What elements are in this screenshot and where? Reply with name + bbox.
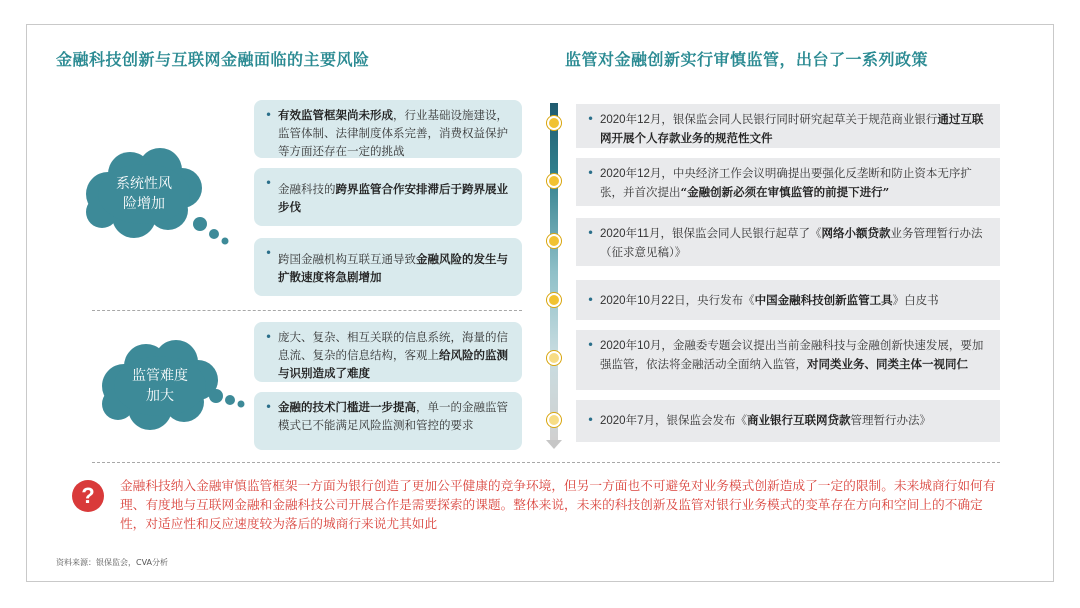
cloud-label-regulation-difficulty: 监管难度 加大 <box>132 368 188 404</box>
timeline-dot <box>547 413 561 427</box>
divider <box>92 462 1000 463</box>
timeline-dot <box>547 174 561 188</box>
policy-item: • 2020年10月，金融委专题会议提出当前金融科技与金融创新快速发展，要加强监管，依法将金融活动全面纳入监管，对同类业务、同类主体一视同仁 <box>576 330 1000 390</box>
cloud-label-systemic-risk: 系统性风 险增加 <box>116 176 172 212</box>
timeline-bar <box>550 103 558 441</box>
timeline-dot <box>547 293 561 307</box>
risk-item: • 跨国金融机构互联互通导致金融风险的发生与扩散速度将急剧增加 <box>254 238 522 296</box>
question-icon: ? <box>72 480 104 512</box>
policy-item: • 2020年11月，银保监会同人民银行起草了《网络小额贷款业务管理暂行办法（征求意见稿）》 <box>576 218 1000 266</box>
divider <box>92 310 522 311</box>
left-section-title: 金融科技创新与互联网金融面临的主要风险 <box>56 50 370 69</box>
policy-item: • 2020年12月，中央经济工作会议明确提出要强化反垄断和防止资本无序扩张，并首次提出“金融创新必须在审慎监管的前提下进行” <box>576 158 1000 206</box>
policy-item: • 2020年12月，银保监会同人民银行同时研究起草关于规范商业银行通过互联网开展个人存款业务的规范性文件 <box>576 104 1000 148</box>
risk-item: • 金融的技术门槛进一步提高，单一的金融监管模式已不能满足风险监测和管控的要求 <box>254 392 522 450</box>
timeline-dot <box>547 234 561 248</box>
source-note: 资料来源：银保监会，CVA分析 <box>56 558 169 567</box>
timeline-dot <box>547 116 561 130</box>
risk-item: • 有效监管框架尚未形成，行业基础设施建设，监管体制、法律制度体系完善，消费权益保护等方面还存在一定的挑战 <box>254 100 522 158</box>
risk-item: • 庞大、复杂、相互关联的信息系统，海量的信息流、复杂的信息结构，客观上给风险的监测与识别造成了难度 <box>254 322 522 382</box>
policy-item: • 2020年7月，银保监会发布《商业银行互联网贷款管理暂行办法》 <box>576 400 1000 442</box>
timeline-arrow <box>546 440 562 449</box>
risk-item: • 金融科技的跨界监管合作安排滞后于跨界展业步伐 <box>254 168 522 226</box>
conclusion-text: 金融科技纳入金融审慎监管框架一方面为银行创造了更加公平健康的竞争环境，但另一方面也不可避免对业务模式创新造成了一定的限制。未来城商行如何有理、有度地与互联网金融和金融科技公司开展合作是需要探索的课题。整体来说，未来的科技创新及监管对银行业务模式的变革存在方向和空间上的不确定性，对适应性和反应速度较为落后的城商行来说尤其如此 <box>120 478 996 531</box>
right-section-title: 监管对金融创新实行审慎监管，出台了一系列政策 <box>565 50 929 69</box>
timeline-dot <box>547 351 561 365</box>
policy-item: • 2020年10月22日，央行发布《中国金融科技创新监管工具》白皮书 <box>576 280 1000 320</box>
